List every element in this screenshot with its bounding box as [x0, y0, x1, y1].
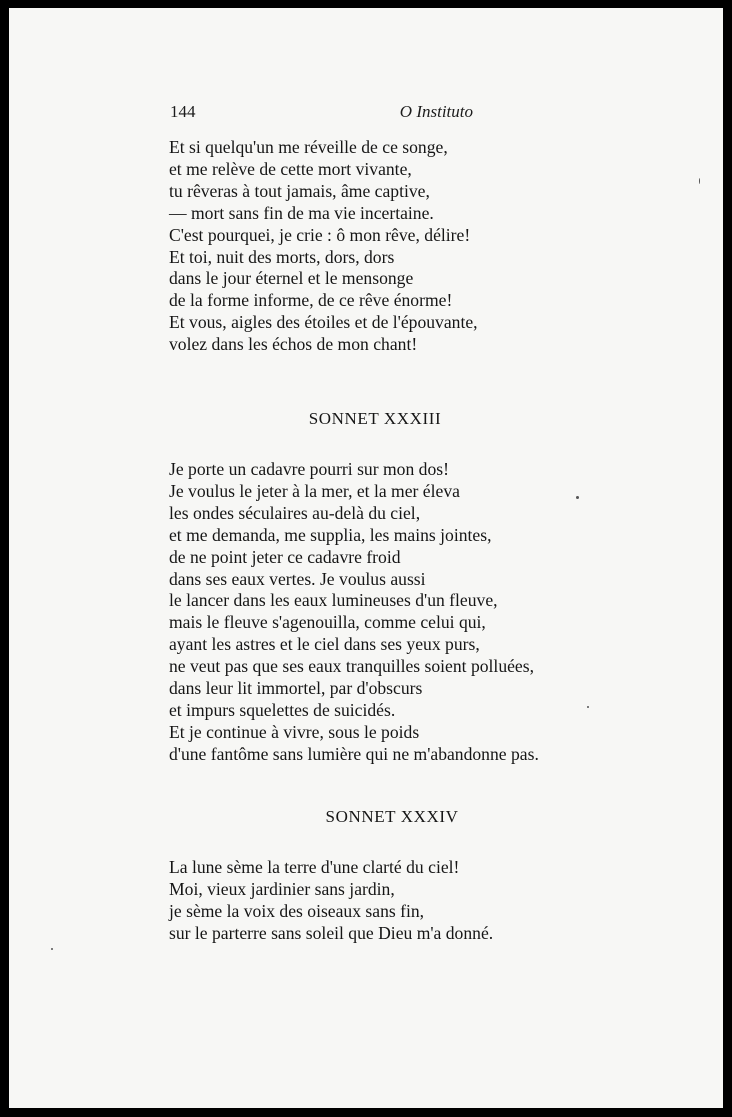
verse-line: Moi, vieux jardinier sans jardin, [169, 878, 395, 899]
verse-line: — mort sans fin de ma vie incertaine. [169, 202, 434, 223]
scan-speck [576, 496, 579, 499]
verse-line: ayant les astres et le ciel dans ses yeux purs, [169, 634, 480, 655]
verse-line: tu rêveras à tout jamais, âme captive, [169, 180, 430, 201]
verse-line: Je porte un cadavre pourri sur mon dos! [169, 459, 449, 479]
sonnet-34-title: SONNET XXXIV [325, 807, 459, 826]
scan-speck [699, 178, 700, 184]
verse-line: de ne point jeter ce cadavre froid [169, 546, 401, 567]
running-title: O Instituto [399, 102, 473, 121]
verse-line: de la forme informe, de ce rêve énorme! [169, 290, 453, 311]
poem-stanza-continued [169, 137, 478, 356]
scan-speck [51, 948, 53, 950]
verse-line: et me demanda, me supplia, les mains jointes, [169, 524, 492, 545]
verse-line: sur le parterre sans soleil que Dieu m'a donné. [169, 922, 494, 943]
book-page [9, 8, 723, 1108]
verse-line: La lune sème la terre d'une clarté du ciel! [169, 857, 460, 877]
verse-line: dans leur lit immortel, par d'obscurs [169, 678, 423, 699]
verse-line: Et vous, aigles des étoiles et de l'épouvante, [169, 312, 478, 333]
page-number: 144 [170, 102, 196, 121]
verse-line: mais le fleuve s'agenouilla, comme celui qui, [169, 612, 486, 633]
verse-line: volez dans les échos de mon chant! [169, 334, 418, 355]
verse-line: dans ses eaux vertes. Je voulus aussi [169, 568, 426, 589]
sonnet-33-body [169, 459, 539, 766]
scan-speck [587, 706, 589, 708]
verse-line: Je voulus le jeter à la mer, et la mer éleva [169, 480, 460, 501]
sonnet-33-title: SONNET XXXIII [308, 409, 442, 428]
verse-line: dans le jour éternel et le mensonge [169, 268, 414, 289]
verse-line: d'une fantôme sans lumière qui ne m'abandonne pas. [169, 743, 539, 764]
verse-line: C'est pourquei, je crie : ô mon rêve, délire! [169, 224, 471, 245]
verse-line: les ondes séculaires au-delà du ciel, [169, 502, 421, 523]
verse-line: Et si quelqu'un me réveille de ce songe, [169, 137, 448, 157]
verse-line: je sème la voix des oiseaux sans fin, [169, 900, 425, 921]
verse-line: ne veut pas que ses eaux tranquilles soient polluées, [169, 656, 534, 677]
verse-line: et me relève de cette mort vivante, [169, 158, 412, 179]
verse-line: Et toi, nuit des morts, dors, dors [169, 246, 395, 267]
page-header [170, 102, 473, 122]
sonnet-34-body [169, 857, 493, 945]
verse-line: et impurs squelettes de suicidés. [169, 699, 396, 720]
verse-line: Et je continue à vivre, sous le poids [169, 721, 420, 742]
verse-line: le lancer dans les eaux lumineuses d'un fleuve, [169, 590, 498, 611]
